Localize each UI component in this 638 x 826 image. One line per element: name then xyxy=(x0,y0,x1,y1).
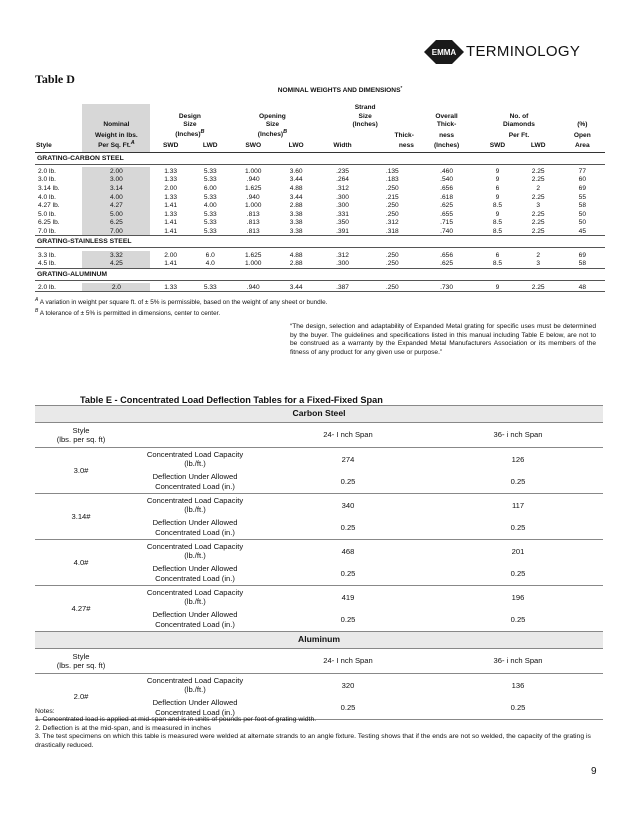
table-cell: 45 xyxy=(560,227,605,236)
table-cell: 6.25 lb. xyxy=(38,219,60,227)
style-header-line-1: Style xyxy=(72,425,90,435)
table-cell: .387 xyxy=(315,283,369,292)
span-24-header: 24- I nch Span xyxy=(263,423,433,448)
deflection-label-line-2: Concentrated Load (in.) xyxy=(155,573,235,583)
table-cell: .250 xyxy=(385,185,399,193)
table-cell: 9 xyxy=(495,193,500,201)
diamonds-header-2: Diamonds xyxy=(503,121,535,128)
width-header: Width xyxy=(315,140,369,152)
table-cell: .655 xyxy=(440,210,453,218)
table-cell: 1.41 xyxy=(150,227,191,236)
table-e xyxy=(35,405,603,720)
deflection-36: 0.25 xyxy=(433,609,603,632)
table-cell: .312 xyxy=(336,251,349,259)
deflection-label-line-2: Concentrated Load (in.) xyxy=(155,527,235,537)
section-header-row xyxy=(35,632,603,649)
notes-title: Notes: xyxy=(35,708,55,715)
table-cell: .813 xyxy=(229,227,276,236)
capacity-label-line-1: Concentrated Load Capacity xyxy=(146,449,244,459)
opening-header-2: Size xyxy=(265,121,280,128)
deflection-table xyxy=(35,405,603,720)
table-cell: .250 xyxy=(370,283,415,292)
table-cell: 8.5 xyxy=(492,219,503,227)
capacity-label-line-2: (lb./ft.) xyxy=(184,459,206,469)
table-cell: .813 xyxy=(246,210,260,218)
section-header-row xyxy=(35,406,603,423)
table-row xyxy=(35,167,605,176)
table-e-title: Table E - Concentrated Load Deflection Tables for a Fixed-Fixed Span xyxy=(80,395,383,405)
capacity-36: 201 xyxy=(511,546,525,556)
table-row xyxy=(35,283,605,292)
table-cell: 5.33 xyxy=(203,193,217,201)
design-header-2: Size xyxy=(183,121,197,128)
nominal-header-2: Weight in lbs. xyxy=(82,129,150,140)
span-24-header: 24- I nch Span xyxy=(263,649,433,674)
span-36-header: 36- i nch Span xyxy=(433,423,603,448)
style-cell: 2.0# xyxy=(35,674,127,720)
deflection-label-line-1: Deflection Under Allowed xyxy=(152,472,238,482)
capacity-24: 468 xyxy=(341,546,355,556)
overall-header-2: Thick- xyxy=(436,121,457,128)
table-cell: 1.625 xyxy=(244,251,262,259)
table-cell: 8.5 xyxy=(478,259,516,268)
table-cell: 1.41 xyxy=(164,202,178,210)
table-cell: 4.25 xyxy=(82,259,150,268)
group-header-row xyxy=(35,236,605,248)
diamonds-header-3: Per Ft. xyxy=(508,131,530,139)
table-cell: 58 xyxy=(578,202,586,210)
table-row xyxy=(35,176,605,185)
table-cell: 50 xyxy=(578,219,586,227)
capacity-24: 419 xyxy=(341,592,355,602)
table-cell: 1.33 xyxy=(164,176,178,184)
overall-header-1: Overall xyxy=(435,112,458,120)
col-header-style xyxy=(35,104,82,112)
capacity-label-line-1: Concentrated Load Capacity xyxy=(146,675,244,685)
table-cell: 77 xyxy=(578,167,586,175)
table-cell: 8.5 xyxy=(492,202,503,210)
deflection-24: 0.25 xyxy=(263,471,433,494)
section-title: TERMINOLOGY xyxy=(466,43,581,60)
table-cell: .312 xyxy=(336,185,349,193)
overall-header-4: (Inches) xyxy=(415,140,478,152)
disclaimer-quote: “The design, selection and adaptability of Expanded Metal grating for specific uses must be determined by the buyer. The guidelines and specifications listed in this manual including Table E below, are not to be construed as a warranty by the Expanded Metal Manufacturers Association or its members of the fitness of any product for any given use or purpose.” xyxy=(290,323,596,356)
capacity-label-line-2: (lb./ft.) xyxy=(184,505,206,515)
style-header xyxy=(35,423,127,448)
swd2-header: SWD xyxy=(478,140,516,152)
table-cell: 3 xyxy=(517,259,560,268)
table-row xyxy=(35,184,605,193)
group-name: GRATING-STAINLESS STEEL xyxy=(35,236,605,248)
table-cell: 3.00 xyxy=(82,176,150,185)
table-cell: 4.27 lb. xyxy=(38,202,60,210)
lwd-header: LWD xyxy=(191,140,229,152)
table-cell: .940 xyxy=(229,283,276,292)
note-1: 1. Concentrated load is applied at mid-span and is in units of pounds per foot of grating width. xyxy=(35,716,317,724)
table-row xyxy=(35,193,605,202)
deflection-36: 0.25 xyxy=(433,697,603,720)
table-cell: .625 xyxy=(415,259,478,268)
table-cell: 1.33 xyxy=(164,167,178,175)
table-cell: 5.00 xyxy=(82,210,150,219)
deflection-label-line-1: Deflection Under Allowed xyxy=(152,518,238,528)
deflection-label-line-2: Concentrated Load (in.) xyxy=(155,481,235,491)
table-cell: 6 xyxy=(495,251,500,259)
capacity-label-line-1: Concentrated Load Capacity xyxy=(146,587,244,597)
table-cell: .656 xyxy=(440,251,453,259)
deflection-label xyxy=(127,563,263,586)
deflection-24: 0.25 xyxy=(263,517,433,540)
table-cell: 2 xyxy=(536,251,540,259)
table-cell: .250 xyxy=(385,210,399,218)
table-cell: .730 xyxy=(415,283,478,292)
table-cell: .300 xyxy=(336,202,349,210)
table-cell: 1.000 xyxy=(244,167,262,175)
capacity-36: 126 xyxy=(511,454,525,464)
table-cell: 58 xyxy=(560,259,605,268)
table-cell: 3.44 xyxy=(289,176,303,184)
deflection-label xyxy=(127,517,263,540)
table-cell: 3 xyxy=(536,202,540,210)
table-cell: .618 xyxy=(440,193,453,201)
nominal-header-3: Per Sq. Ft.$^A$ xyxy=(82,140,150,152)
table-cell: 1.33 xyxy=(150,283,191,292)
table-cell: 4.00 xyxy=(203,202,217,210)
deflection-24: 0.25 xyxy=(263,697,433,720)
table-cell: 1.000 xyxy=(244,202,262,210)
table-cell: .300 xyxy=(336,193,349,201)
table-cell: .940 xyxy=(246,193,260,201)
table-cell: .135 xyxy=(385,167,399,175)
style-cell: 3.14# xyxy=(35,494,127,540)
group-header-row xyxy=(35,268,605,280)
table-cell: .625 xyxy=(440,202,453,210)
blank-header xyxy=(127,649,263,674)
capacity-36: 117 xyxy=(511,500,525,510)
group-name: GRATING-CARBON STEEL xyxy=(35,152,605,164)
capacity-label-line-2: (lb./ft.) xyxy=(184,597,206,607)
table-cell: .312 xyxy=(385,219,399,227)
table-cell: .318 xyxy=(370,227,415,236)
capacity-label-line-2: (lb./ft.) xyxy=(184,551,206,561)
deflection-label xyxy=(127,609,263,632)
capacity-row xyxy=(35,540,603,563)
table-cell: 5.33 xyxy=(191,283,229,292)
design-header-1: Design xyxy=(178,112,201,120)
capacity-24: 274 xyxy=(341,454,355,464)
table-cell: 9 xyxy=(478,283,516,292)
strand-header-2: Size xyxy=(358,112,372,120)
design-header-3: (Inches)$^B$ xyxy=(175,129,205,139)
table-row xyxy=(35,201,605,210)
table-cell: .540 xyxy=(440,176,453,184)
deflection-label-line-1: Deflection Under Allowed xyxy=(152,610,238,620)
style-header-line-2: (lbs. per sq. ft) xyxy=(56,661,106,670)
table-cell: .250 xyxy=(385,251,399,259)
table-cell: .460 xyxy=(440,167,453,175)
diamonds-header-1: No. of xyxy=(509,112,529,120)
table-cell: 5.33 xyxy=(203,167,217,175)
table-cell: 2.0 lb. xyxy=(38,167,56,175)
style-header-line-1: Style xyxy=(72,651,90,661)
section-name: Carbon Steel xyxy=(35,406,603,423)
style-header xyxy=(35,649,127,674)
capacity-label xyxy=(127,586,263,609)
table-cell: .391 xyxy=(315,227,369,236)
style-cell: 4.0# xyxy=(35,540,127,586)
table-cell: 7.0 lb. xyxy=(35,227,82,236)
blank-header xyxy=(127,423,263,448)
capacity-row xyxy=(35,448,603,471)
col-header-design xyxy=(150,104,229,112)
table-cell: 6.00 xyxy=(203,185,217,193)
deflection-label-line-2: Concentrated Load (in.) xyxy=(155,619,235,629)
swd-header: SWD xyxy=(150,140,191,152)
section-name: Aluminum xyxy=(35,632,603,649)
footnote-b: $^B$ A tolerance of ± 5% is permitted in dimensions, center to center. xyxy=(35,308,221,318)
footnote-a: $^A$ A variation in weight per square ft. of ± 5% is permissible, based on the weight of any sheet or bundle. xyxy=(35,297,328,307)
table-cell: .300 xyxy=(315,259,369,268)
nominal-header-1: Nominal xyxy=(82,121,150,129)
table-cell: 2.25 xyxy=(531,193,545,201)
table-cell: 2.25 xyxy=(517,283,560,292)
table-cell: 5.33 xyxy=(203,176,217,184)
capacity-24: 340 xyxy=(341,500,355,510)
deflection-24: 0.25 xyxy=(263,563,433,586)
table-cell: .940 xyxy=(246,176,260,184)
group-name: GRATING-ALUMINUM xyxy=(35,268,605,280)
table-cell: 3.32 xyxy=(82,251,150,260)
table-cell: 1.33 xyxy=(164,193,178,201)
overall-header-3: ness xyxy=(439,131,455,139)
table-cell: 4.88 xyxy=(289,185,303,193)
table-cell: 3.14 xyxy=(82,184,150,193)
capacity-label xyxy=(127,674,263,697)
capacity-label xyxy=(127,540,263,563)
table-cell: 2.25 xyxy=(531,210,545,218)
table-cell: .250 xyxy=(385,202,399,210)
table-cell: 69 xyxy=(578,185,586,193)
open-header-1: (%) xyxy=(577,121,588,128)
table-cell: 48 xyxy=(560,283,605,292)
table-cell: 4.0 lb. xyxy=(38,193,56,201)
table-cell: 4.00 xyxy=(82,193,150,202)
table-cell: 69 xyxy=(578,251,586,259)
deflection-36: 0.25 xyxy=(433,471,603,494)
table-cell: 3.60 xyxy=(289,167,303,175)
table-cell: 5.33 xyxy=(203,219,217,227)
table-cell: 1.625 xyxy=(244,185,262,193)
table-cell: 4.0 xyxy=(191,259,229,268)
style-cell: 3.0# xyxy=(35,448,127,494)
table-cell: 2.0 xyxy=(82,283,150,292)
strand-header-3: (Inches) xyxy=(352,121,378,128)
table-cell: 2.00 xyxy=(164,185,178,193)
table-cell: .250 xyxy=(370,259,415,268)
table-cell: 2.25 xyxy=(517,227,560,236)
table-cell: .715 xyxy=(440,219,453,227)
table-row xyxy=(35,259,605,268)
table-cell: 2 xyxy=(536,185,540,193)
thick-header-2: ness xyxy=(370,140,415,152)
deflection-label-line-2: Concentrated Load (in.) xyxy=(155,707,235,717)
swo-header: SWO xyxy=(229,140,276,152)
table-cell: 2.88 xyxy=(277,259,315,268)
lwo-header: LWO xyxy=(277,140,315,152)
table-cell: 3.14 lb. xyxy=(38,185,60,193)
nominal-weights-table xyxy=(35,104,605,292)
capacity-label-line-2: (lb./ft.) xyxy=(184,685,206,695)
table-cell: 2.25 xyxy=(531,176,545,184)
span-36-header: 36- i nch Span xyxy=(433,649,603,674)
table-cell: 1.41 xyxy=(164,219,178,227)
table-cell: .264 xyxy=(336,176,349,184)
open-header-2: Open xyxy=(573,131,591,139)
table-cell: .813 xyxy=(246,219,260,227)
deflection-label-line-1: Deflection Under Allowed xyxy=(152,698,238,708)
table-row xyxy=(35,219,605,228)
table-cell: 9 xyxy=(495,176,500,184)
table-d-caption: NOMINAL WEIGHTS AND DIMENSIONS* xyxy=(277,85,403,95)
capacity-24: 320 xyxy=(341,680,355,690)
table-cell: 5.0 lb. xyxy=(38,210,56,218)
table-cell: 2.88 xyxy=(289,202,303,210)
table-cell: .656 xyxy=(440,185,453,193)
table-cell: 8.5 xyxy=(478,227,516,236)
table-row xyxy=(35,227,605,236)
table-cell: .331 xyxy=(336,210,349,218)
capacity-row xyxy=(35,586,603,609)
table-cell: 55 xyxy=(578,193,586,201)
table-cell: .235 xyxy=(336,167,349,175)
opening-header-1: Opening xyxy=(259,112,286,120)
deflection-24: 0.25 xyxy=(263,609,433,632)
table-cell: 6.25 xyxy=(82,219,150,228)
table-cell: 4.5 lb. xyxy=(35,259,82,268)
group-header-row xyxy=(35,152,605,164)
col-header-opening xyxy=(229,104,315,112)
column-header-row xyxy=(35,423,603,448)
table-d-label: Table D xyxy=(35,72,75,86)
deflection-label-line-1: Deflection Under Allowed xyxy=(152,564,238,574)
table-d xyxy=(35,85,605,292)
table-cell: 3.38 xyxy=(289,219,303,227)
page-number: 9 xyxy=(591,766,597,777)
table-row xyxy=(35,210,605,219)
table-cell: .215 xyxy=(385,193,399,201)
table-cell: 5.33 xyxy=(191,227,229,236)
svg-text:EMMA: EMMA xyxy=(431,48,457,57)
emma-logo xyxy=(424,40,464,64)
col-header-strand: Strand xyxy=(354,104,376,112)
open-header-3: Area xyxy=(560,140,605,152)
capacity-label-line-1: Concentrated Load Capacity xyxy=(146,495,244,505)
table-cell: 3.0 lb. xyxy=(38,176,56,184)
note-3: 3. The test specimens on which this table is measured were welded at alternate strands to an angle fixture. Testing shows that if the ends are not so welded, the capacity of the grating is drastically reduced. xyxy=(35,733,591,749)
table-cell: 2.25 xyxy=(531,219,545,227)
table-d-footnotes xyxy=(35,296,327,318)
table-cell: 6 xyxy=(495,185,500,193)
table-cell: 9 xyxy=(495,210,500,218)
capacity-label xyxy=(127,494,263,517)
table-cell: 2.25 xyxy=(531,167,545,175)
table-cell: 1.41 xyxy=(150,259,191,268)
capacity-36: 136 xyxy=(511,680,525,690)
capacity-label xyxy=(127,448,263,471)
column-header-row xyxy=(35,649,603,674)
capacity-36: 196 xyxy=(511,592,525,602)
col-header-nominal xyxy=(82,104,150,112)
table-cell: 3.44 xyxy=(289,193,303,201)
table-cell: 4.88 xyxy=(289,251,303,259)
note-2: 2. Deflection is at the mid-span, and is measured in inches xyxy=(35,724,212,732)
table-cell: .740 xyxy=(415,227,478,236)
table-cell: 1.000 xyxy=(229,259,276,268)
capacity-row xyxy=(35,674,603,697)
table-cell: 4.27 xyxy=(82,201,150,210)
deflection-label xyxy=(127,471,263,494)
style-cell: 4.27# xyxy=(35,586,127,632)
table-cell: 50 xyxy=(578,210,586,218)
style-header: Style xyxy=(35,140,82,152)
table-cell: 6.0 xyxy=(205,251,215,259)
table-cell: 2.00 xyxy=(164,251,178,259)
capacity-label-line-1: Concentrated Load Capacity xyxy=(146,541,244,551)
table-row xyxy=(35,251,605,260)
deflection-36: 0.25 xyxy=(433,563,603,586)
table-cell: 5.33 xyxy=(203,210,217,218)
table-cell: 7.00 xyxy=(82,227,150,236)
table-cell: 1.33 xyxy=(164,210,178,218)
table-cell: 3.44 xyxy=(277,283,315,292)
table-cell: 2.00 xyxy=(82,167,150,176)
table-cell: 60 xyxy=(578,176,586,184)
notes xyxy=(35,708,595,750)
lwd2-header: LWD xyxy=(517,140,560,152)
table-cell: 9 xyxy=(495,167,500,175)
table-cell: 2.0 lb. xyxy=(35,283,82,292)
thick-header-1: Thick- xyxy=(394,131,414,139)
table-cell: 3.38 xyxy=(277,227,315,236)
table-cell: 3.3 lb. xyxy=(38,251,56,259)
deflection-36: 0.25 xyxy=(433,517,603,540)
opening-header-3: (Inches)$^B$ xyxy=(257,129,288,139)
table-cell: .183 xyxy=(385,176,399,184)
style-header-line-2: (lbs. per sq. ft) xyxy=(56,435,106,444)
table-cell: .350 xyxy=(336,219,349,227)
table-cell: 3.38 xyxy=(289,210,303,218)
capacity-row xyxy=(35,494,603,517)
